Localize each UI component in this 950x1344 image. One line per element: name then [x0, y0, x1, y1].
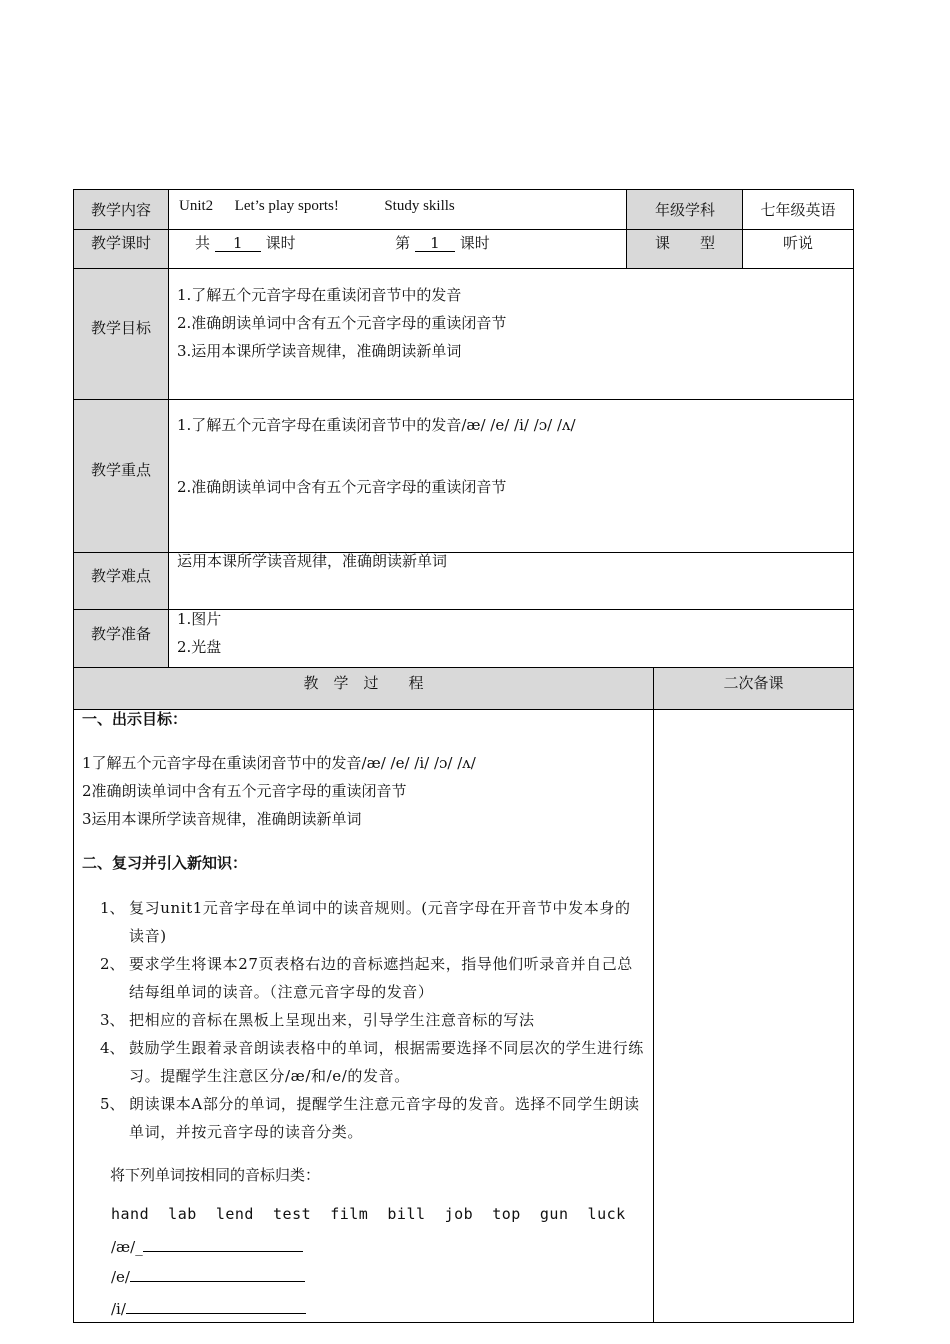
step-4-num: 4、	[100, 1039, 125, 1057]
type-label: 课 型	[654, 234, 715, 252]
content-unit	[179, 196, 455, 216]
content-label: 教学内容	[90, 201, 151, 219]
unit-title: Let’s play sports!	[234, 198, 339, 214]
step-5-num: 5、	[100, 1095, 125, 1113]
total-prefix: 共	[195, 234, 211, 252]
difficulties-text: 运用本课所学读音规律，准确朗读新单词	[177, 552, 448, 570]
step-5-text: 朗读课本A部分的单词，提醒学生注意元音字母的发音。选择不同学生朗读单词，并按元音字母的读音分类。	[129, 1095, 640, 1141]
step-1-num: 1、	[100, 899, 125, 917]
word-list: hand lab lend test film bill job top gun luck	[111, 1205, 626, 1223]
second-prep-header: 二次备课	[723, 674, 784, 692]
current-prefix: 第	[395, 234, 411, 252]
blank-e	[111, 1267, 305, 1287]
section2-title: 二、复习并引入新知识：	[82, 854, 248, 872]
hours-content	[195, 233, 490, 253]
step-3-num: 3、	[100, 1011, 125, 1029]
blank-i	[111, 1299, 306, 1319]
current-suffix: 课时	[459, 234, 490, 252]
blank-ae-label: /æ/_	[111, 1238, 143, 1256]
preparation-2: 2.光盘	[177, 638, 222, 656]
preparation-label: 教学准备	[90, 625, 151, 643]
objective-3: 3.运用本课所学读音规律，准确朗读新单词	[177, 342, 462, 360]
exercise-title: 将下列单词按相同的音标归类：	[110, 1166, 321, 1184]
blank-e-label: /e/	[111, 1268, 130, 1286]
step-1-text: 复习unit1元音字母在单词中的读音规则。(元音字母在开音节中发本身的读音)	[129, 899, 631, 945]
grade-value: 七年级英语	[760, 201, 836, 219]
key-point-1: 1.了解五个元音字母在重读闭音节中的发音/æ/ /e/ /i/ /ɔ/ /ʌ/	[177, 416, 576, 434]
total-suffix: 课时	[265, 234, 296, 252]
objectives-label: 教学目标	[90, 319, 151, 337]
key-points-label: 教学重点	[90, 461, 151, 479]
process-header: 教 学 过 程	[303, 674, 424, 692]
preparation-1: 1.图片	[177, 610, 222, 628]
unit-name: Unit2	[179, 198, 214, 214]
section1-item-2: 2准确朗读单词中含有五个元音字母的重读闭音节	[82, 782, 407, 800]
step-3-text: 把相应的音标在黑板上呈现出来，引导学生注意音标的写法	[129, 1011, 535, 1029]
total-value: 1	[215, 235, 261, 252]
hours-label: 教学课时	[90, 234, 151, 252]
key-point-2: 2.准确朗读单词中含有五个元音字母的重读闭音节	[177, 478, 507, 496]
unit-section: Study skills	[384, 198, 455, 214]
section1-title: 一、出示目标：	[82, 710, 188, 728]
section1-item-1: 1了解五个元音字母在重读闭音节中的发音/æ/ /e/ /i/ /ɔ/ /ʌ/	[82, 754, 476, 772]
blank-i-label: /i/	[111, 1300, 126, 1318]
objective-1: 1.了解五个元音字母在重读闭音节中的发音	[177, 286, 462, 304]
section1-item-3: 3运用本课所学读音规律，准确朗读新单词	[82, 810, 362, 828]
step-2-num: 2、	[100, 955, 125, 973]
difficulties-label: 教学难点	[90, 567, 151, 585]
grade-label: 年级学科	[654, 201, 715, 219]
step-2-text: 要求学生将课本27页表格右边的音标遮挡起来，指导他们听录音并自己总结每组单词的读音。（注意元音字母的发音）	[129, 955, 633, 1001]
type-value: 听说	[782, 234, 813, 252]
current-value: 1	[415, 235, 455, 252]
step-4-text: 鼓励学生跟着录音朗读表格中的单词，根据需要选择不同层次的学生进行练习。提醒学生注意区分/æ/和/e/的发音。	[129, 1039, 644, 1085]
blank-ae	[111, 1237, 303, 1257]
objective-2: 2.准确朗读单词中含有五个元音字母的重读闭音节	[177, 314, 507, 332]
